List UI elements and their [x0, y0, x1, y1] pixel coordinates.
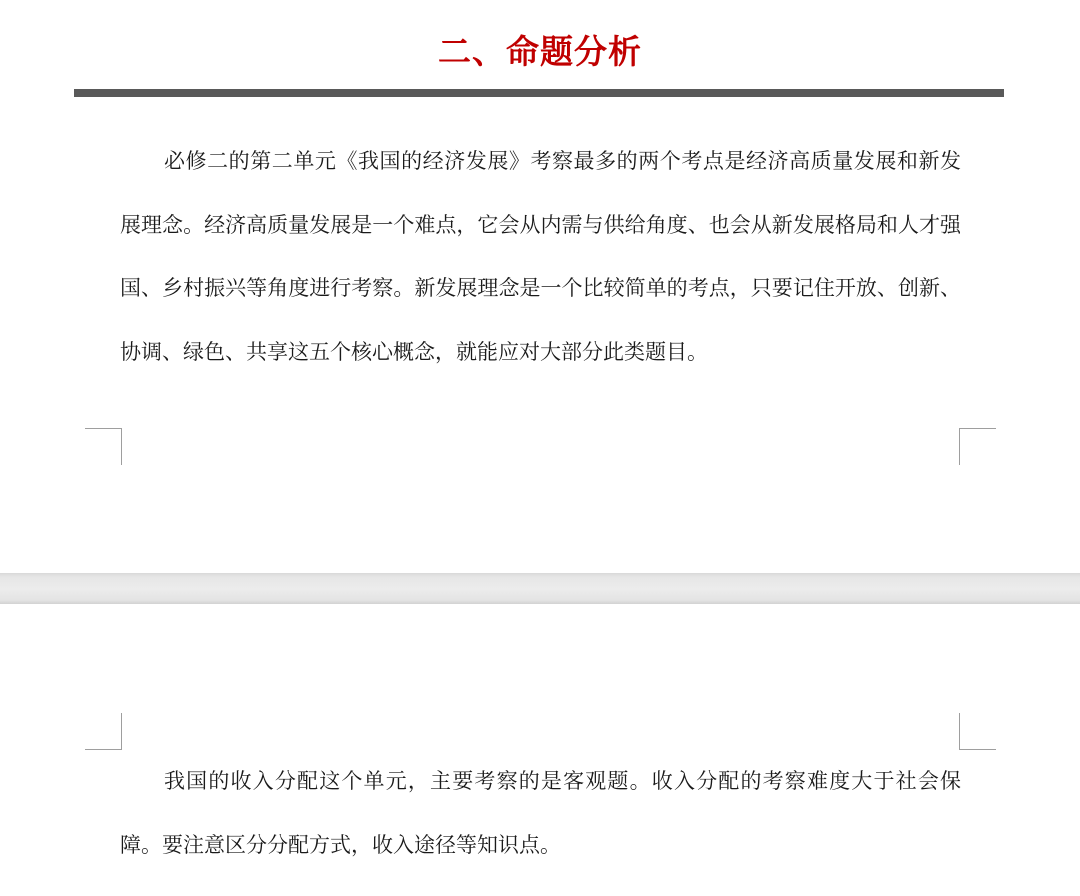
section-title: 二、命题分析	[438, 32, 642, 71]
crop-mark-top-right-icon	[959, 713, 996, 750]
crop-mark-bottom-left-icon	[85, 428, 122, 465]
page-separator	[0, 573, 1080, 604]
title-divider	[74, 89, 1004, 97]
body-paragraph-1[interactable]: 必修二的第二单元《我国的经济发展》考察最多的两个考点是经济高质量发展和新发展理念。经济高质量发展是一个难点，它会从内需与供给角度、也会从新发展格局和人才强国、乡村振兴等角度进行考察。新发展理念是一个比较简单的考点，只要记住开放、创新、协调、绿色、共享这五个核心概念，就能应对大部分此类题目。	[120, 149, 961, 364]
crop-mark-top-left-icon	[85, 713, 122, 750]
crop-mark-bottom-right-icon	[959, 428, 996, 465]
document-page-2	[0, 604, 1080, 896]
body-paragraph-2[interactable]: 我国的收入分配这个单元，主要考察的是客观题。收入分配的考察难度大于社会保障。要注意区分分配方式，收入途径等知识点。	[120, 769, 961, 857]
